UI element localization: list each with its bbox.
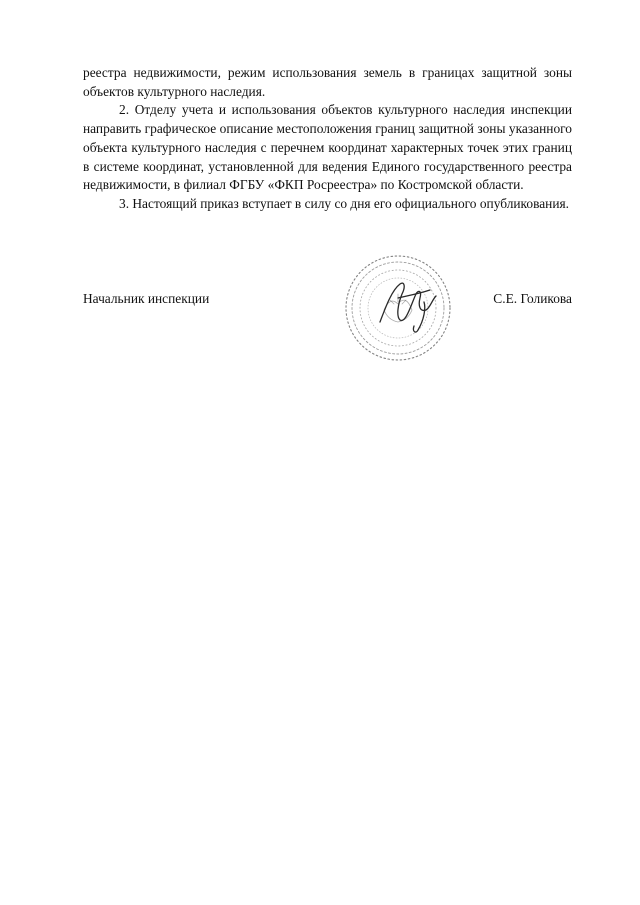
document-body	[83, 64, 572, 214]
official-seal-icon	[340, 250, 460, 366]
signatory-name: С.Е. Голикова	[493, 291, 572, 306]
paragraph-2: 2. Отделу учета и использования объектов культурного наследия инспекции направить графическое описание местоположения границ защитной зоны указанного объекта культурного наследия с перечнем координат характерных точек этих границ в системе координат, установленной для ведения Единого государственного реестра недвижимости, в филиал ФГБУ «ФКП Росреестра» по Костромской области.	[83, 102, 572, 193]
signatory-title: Начальник инспекции	[83, 291, 210, 306]
paragraph-3: 3. Настоящий приказ вступает в силу со дня его официального опубликования.	[119, 195, 569, 211]
paragraph-1-continued: реестра недвижимости, режим использования земель в границах защитной зоны объектов культурного наследия.	[83, 65, 572, 99]
